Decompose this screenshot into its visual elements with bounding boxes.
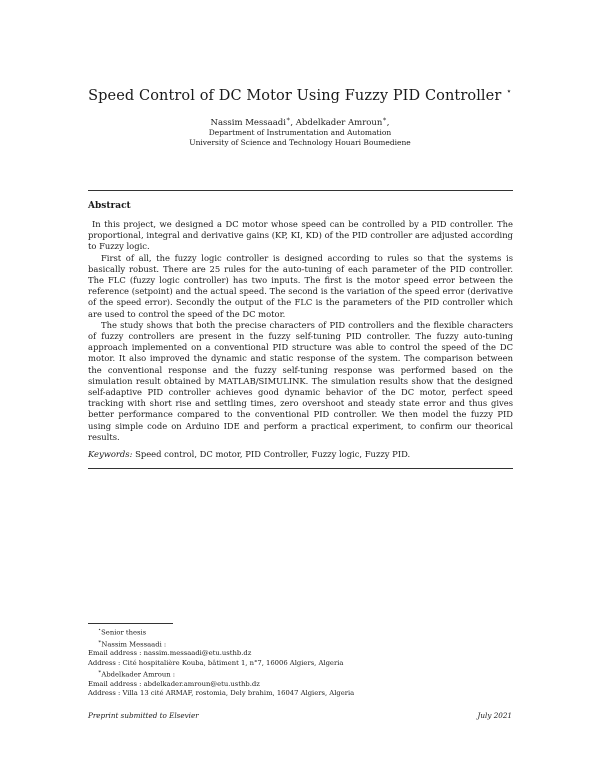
footnote-mark: ∗: [98, 638, 102, 645]
footer-preprint-note: Preprint submitted to Elsevier: [88, 711, 199, 720]
author-name: Abdelkader Amroun: [295, 117, 383, 128]
footnote-rule: [88, 623, 173, 624]
footnote-author1-address: Address : Cité hospitalière Kouba, bâtiment 1, n°7, 16006 Algiers, Algeria: [88, 658, 344, 667]
keywords: [88, 449, 513, 459]
abstract-paragraph: In this project, we designed a DC motor whose speed can be controlled by a PID controller. The proportional, integral and derivative gains (KP, KI, KD) of the PID controller are adjusted according to Fuzzy logic.: [88, 219, 513, 252]
abstract-heading: Abstract: [88, 201, 131, 211]
footnote-thesis: [88, 626, 513, 638]
footnote-author2: [88, 668, 513, 680]
author-mark: ∗: [382, 115, 387, 123]
footnote-author2-address: Address : Villa 13 cité ARMAF, rostomia, Dely brahim, 16047 Algiers, Algeria: [88, 689, 355, 698]
footnote-text: Abdelkader Amroun :: [101, 670, 176, 679]
footnote-author2-email: Email address : abdelkader.amroun@etu.usthb.dz: [88, 679, 260, 688]
author-separator: ,: [290, 117, 296, 128]
footnote-text: Senior thesis: [101, 628, 147, 637]
affiliation-department: Department of Instrumentation and Automation: [208, 128, 392, 137]
footnotes: [88, 626, 513, 699]
author-separator: ,: [386, 117, 390, 128]
abstract-bottom-rule: [88, 468, 513, 469]
title-text: Speed Control of DC Motor Using Fuzzy PID Controller: [88, 87, 502, 104]
footer-date: July 2021: [477, 711, 512, 720]
abstract-top-rule: [88, 190, 513, 191]
keywords-label: Keywords:: [88, 449, 133, 459]
footnote-author1-email: Email address : nassim.messaadi@etu.usthb.dz: [88, 649, 252, 658]
author-list: [0, 115, 600, 128]
abstract-body: [88, 219, 513, 443]
abstract-paragraph: First of all, the fuzzy logic controller is designed according to rules so that the systems is basically robust. There are 25 rules for the auto-tuning of each parameter of the PID controller. The FLC (fuzzy logic controller) has two inputs. The first is the motor speed error between the reference (setpoint) and the actual speed. The second is the variation of the speed error (derivative of the speed error). Secondly the output of the FLC is the parameters of the PID controller which are used to control the speed of the DC motor.: [88, 252, 513, 319]
footnote-author1: [88, 638, 513, 650]
author-name: Nassim Messaadi: [210, 117, 286, 128]
footnote-mark: ⋆: [98, 627, 102, 633]
abstract-paragraph: The study shows that both the precise characters of PID controllers and the flexible characters of fuzzy controllers are present in the fuzzy self-tuning PID controller. The fuzzy auto-tuning approach implemented on a conventional PID structure was able to control the speed of the DC motor. It also improved the dynamic and static response of the system. The comparison between the conventional response and the fuzzy self-tuning response was performed based on the simulation result obtained by MATLAB/SIMULINK. The simulation results show that the designed self-adaptive PID controller achieves good dynamic behavior of the DC motor, perfect speed tracking with short rise and settling times, zero overshoot and steady state error and thus gives better performance compared to the conventional PID controller. We then model the fuzzy PID using simple code on Arduino IDE and perform a practical experiment, to confirm our theorical results.: [88, 319, 513, 442]
footnote-text: Nassim Messaadi :: [101, 639, 167, 648]
keywords-text: Speed control, DC motor, PID Controller, Fuzzy logic, Fuzzy PID.: [135, 449, 411, 459]
footnote-mark: ∗: [98, 669, 102, 676]
affiliation-university: University of Science and Technology Houari Boumediene: [189, 138, 411, 147]
author-mark: ∗: [285, 115, 291, 123]
paper-title: [0, 87, 600, 104]
title-footnote-mark: ⋆: [506, 87, 512, 97]
